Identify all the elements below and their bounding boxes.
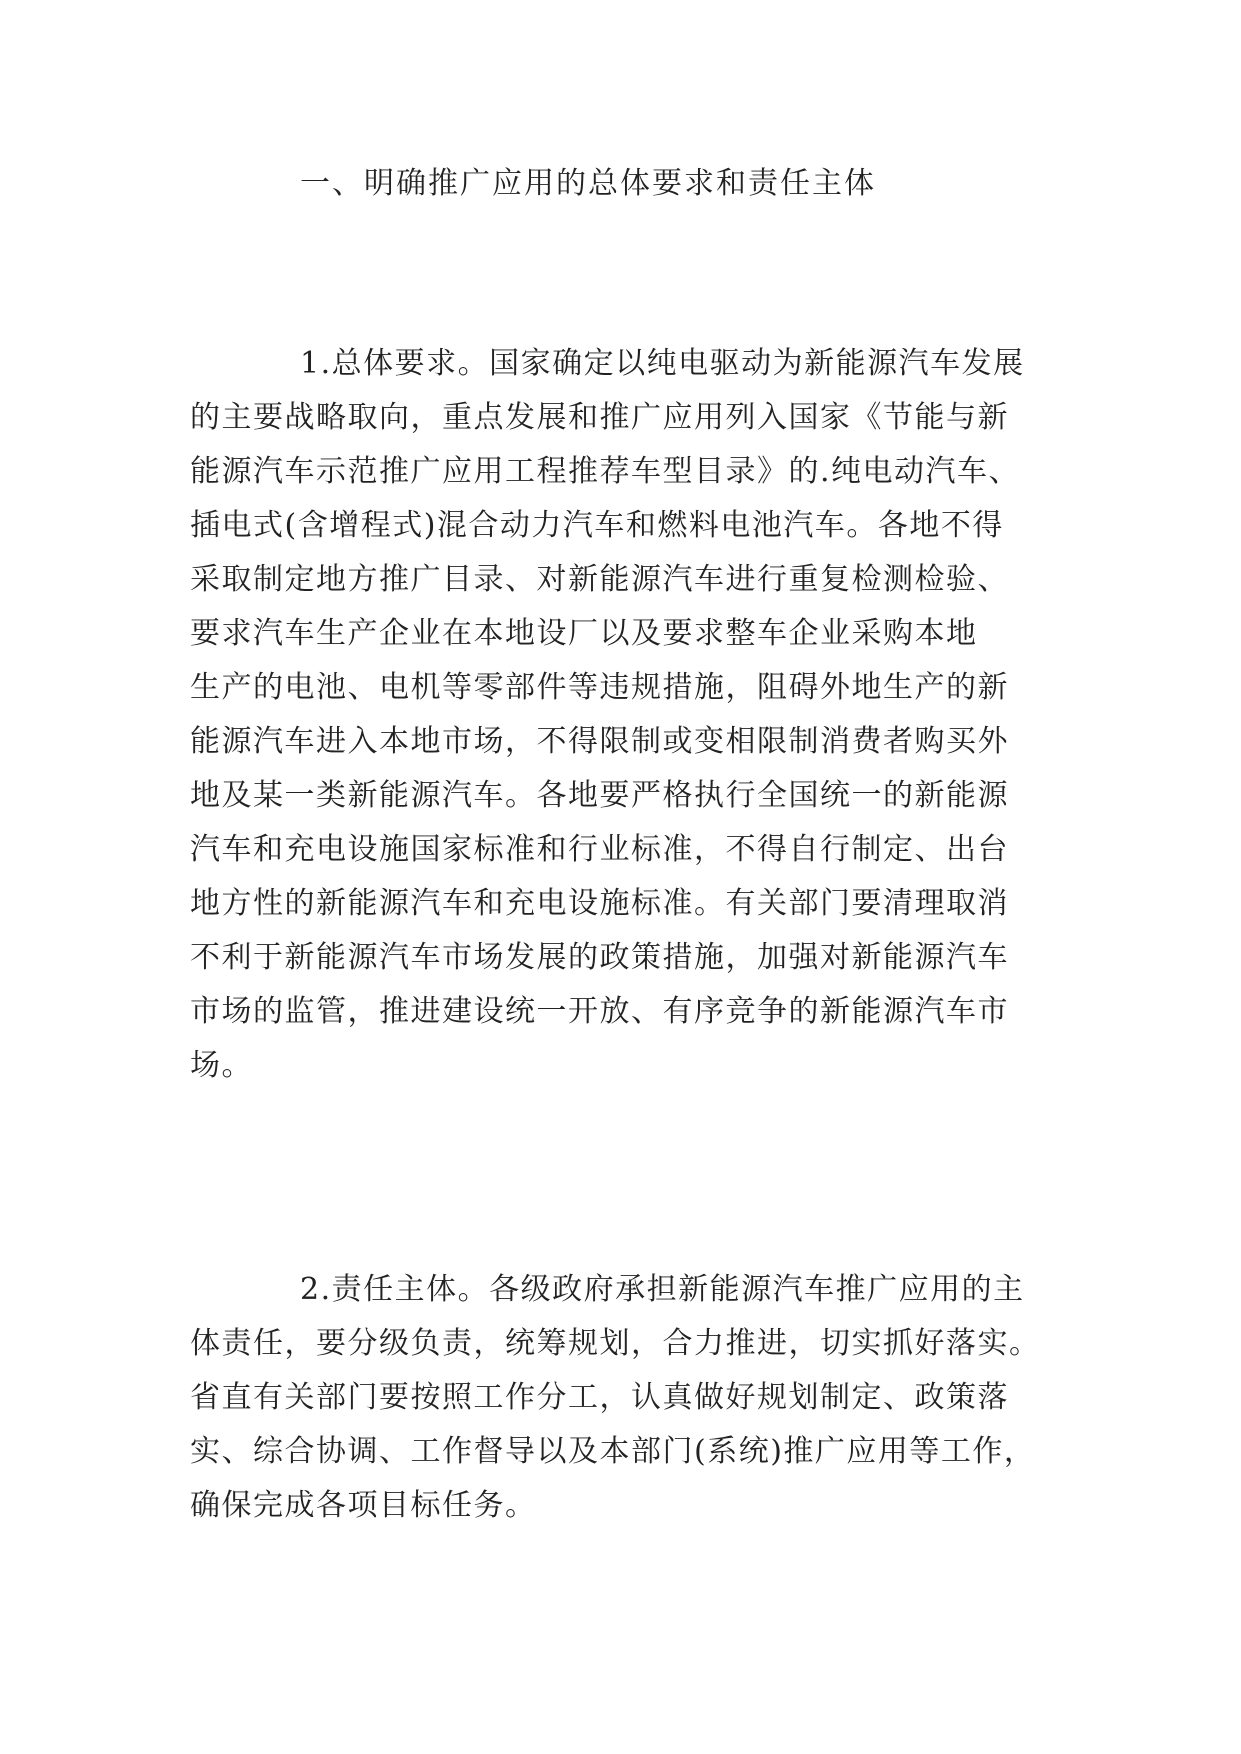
paragraph-line: 不利于新能源汽车市场发展的政策措施，加强对新能源汽车 [190,940,1009,975]
paragraph-line: 能源汽车进入本地市场，不得限制或变相限制消费者购买外 [190,724,1009,759]
paragraph-line: 的主要战略取向，重点发展和推广应用列入国家《节能与新 [190,400,1009,435]
paragraph-line: 2.责任主体。各级政府承担新能源汽车推广应用的主 [300,1272,1025,1307]
paragraph-line: 省直有关部门要按照工作分工，认真做好规划制定、政策落 [190,1380,1009,1415]
paragraph-line: 1.总体要求。国家确定以纯电驱动为新能源汽车发展 [300,346,1025,381]
paragraph-line: 要求汽车生产企业在本地设厂以及要求整车企业采购本地 [190,616,978,651]
paragraph-line: 实、综合协调、工作督导以及本部门(系统)推广应用等工作， [190,1434,1036,1469]
paragraph-line: 确保完成各项目标任务。 [190,1488,537,1523]
paragraph-overall-requirements [190,337,1060,1093]
paragraph-responsibility [190,1263,1060,1533]
paragraph-line: 体责任，要分级负责，统筹规划，合力推进，切实抓好落实。 [190,1326,1041,1361]
paragraph-line: 能源汽车示范推广应用工程推荐车型目录》的.纯电动汽车、 [190,454,1021,489]
paragraph-line: 场。 [190,1048,253,1083]
section-heading: 一、明确推广应用的总体要求和责任主体 [300,166,876,201]
paragraph-line: 汽车和充电设施国家标准和行业标准，不得自行制定、出台 [190,832,1009,867]
paragraph-line: 采取制定地方推广目录、对新能源汽车进行重复检测检验、 [190,562,1009,597]
paragraph-line: 地及某一类新能源汽车。各地要严格执行全国统一的新能源 [190,778,1009,813]
paragraph-line: 插电式(含增程式)混合动力汽车和燃料电池汽车。各地不得 [190,508,1004,543]
paragraph-line: 地方性的新能源汽车和充电设施标准。有关部门要清理取消 [190,886,1009,921]
paragraph-line: 生产的电池、电机等零部件等违规措施，阻碍外地生产的新 [190,670,1009,705]
paragraph-line: 市场的监管，推进建设统一开放、有序竞争的新能源汽车市 [190,994,1009,1029]
